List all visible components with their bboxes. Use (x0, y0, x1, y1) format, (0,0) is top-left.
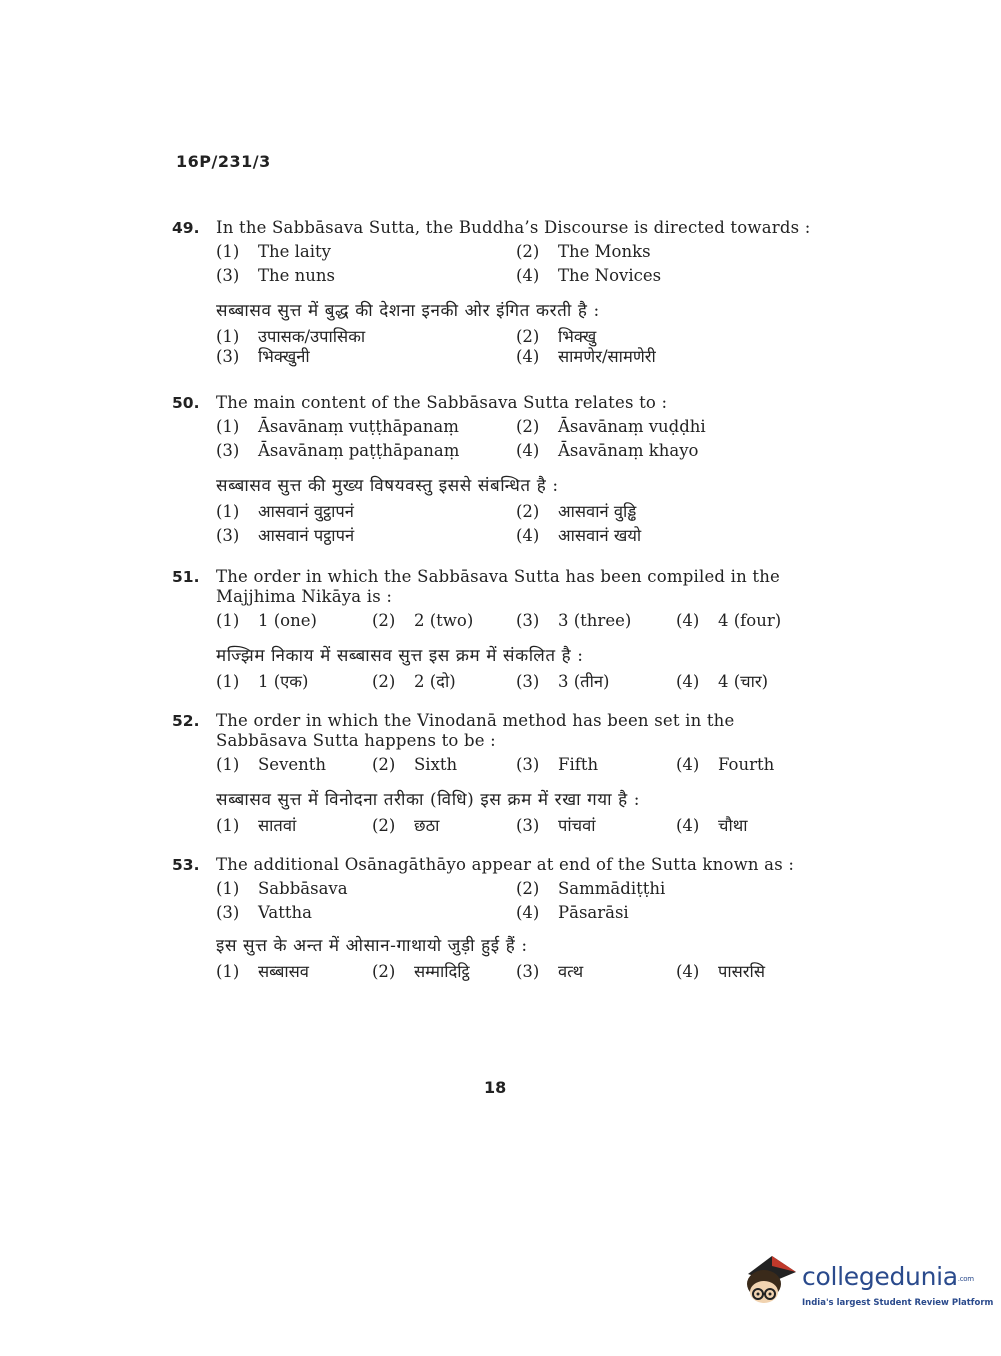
hindi-question-text: सब्बासव सुत्त में विनोदना तरीका (विधि) इस क्रम में रखा गया है : (216, 790, 641, 810)
question-number: 51. (172, 568, 200, 586)
page-number: 18 (484, 1078, 507, 1097)
hindi-option-4: (4) चौथा (676, 816, 748, 835)
hindi-option-1: (1) सातवां (216, 816, 297, 835)
hindi-option-4: (4) सामणेर/सामणेरी (516, 347, 656, 366)
option-2: (2) Sammādiṭṭhi (516, 879, 666, 898)
option-3: (3) Āsavānaṃ paṭṭhāpanaṃ (216, 441, 460, 460)
hindi-option-2: (2) भिक्खु (516, 327, 597, 346)
option-2: (2) The Monks (516, 242, 651, 261)
hindi-option-2: (2) 2 (दो) (372, 672, 456, 691)
option-4: (4) Āsavānaṃ khayo (516, 441, 699, 460)
option-3: (3) Vattha (216, 903, 312, 922)
hindi-option-3: (3) 3 (तीन) (516, 672, 610, 691)
brand-name: collegedunia.com (802, 1262, 974, 1291)
hindi-option-2: (2) छठा (372, 816, 440, 835)
option-1: (1) 1 (one) (216, 611, 317, 630)
question-number: 50. (172, 394, 200, 412)
option-4: (4) 4 (four) (676, 611, 782, 630)
collegedunia-watermark (742, 1252, 994, 1322)
hindi-question-text: इस सुत्त के अन्त में ओसान-गाथायो जुड़ी हुई हैं : (216, 936, 528, 956)
question-text: In the Sabbāsava Sutta, the Buddha’s Discourse is directed towards : (216, 218, 811, 237)
hindi-option-3: (3) भिक्खुनी (216, 347, 310, 366)
option-2: (2) Sixth (372, 755, 458, 774)
paper-code: 16P/231/3 (176, 152, 271, 171)
brand-domain-suffix: .com (957, 1275, 974, 1283)
question-51 (172, 567, 812, 693)
option-2: (2) Āsavānaṃ vuḍḍhi (516, 417, 706, 436)
hindi-option-2: (2) आसवानं वुड्ढि (516, 502, 637, 521)
option-3: (3) 3 (three) (516, 611, 632, 630)
option-1: (1) The laity (216, 242, 331, 261)
hindi-option-3: (3) वत्थ (516, 962, 584, 981)
mascot-icon (742, 1252, 800, 1312)
option-2: (2) 2 (two) (372, 611, 474, 630)
hindi-question-text: सब्बासव सुत्त की मुख्य विषयवस्तु इससे संबन्धित है : (216, 476, 559, 496)
hindi-question-text: सब्बासव सुत्त में बुद्ध की देशना इनकी ओर इंगित करती है : (216, 301, 600, 321)
option-4: (4) Fourth (676, 755, 775, 774)
hindi-option-4: (4) 4 (चार) (676, 672, 769, 691)
hindi-option-3: (3) पांचवां (516, 816, 596, 835)
question-number: 52. (172, 712, 200, 730)
option-1: (1) Sabbāsava (216, 879, 348, 898)
brand-tagline: India's largest Student Review Platform (802, 1298, 994, 1308)
hindi-question-text: मज्झिम निकाय में सब्बासव सुत्त इस क्रम में संकलित है : (216, 646, 584, 666)
option-1: (1) Seventh (216, 755, 327, 774)
question-53 (172, 855, 812, 983)
hindi-option-1: (1) उपासक/उपासिका (216, 327, 366, 346)
question-52 (172, 711, 812, 837)
hindi-option-1: (1) 1 (एक) (216, 672, 309, 691)
hindi-option-3: (3) आसवानं पट्ठापनं (216, 526, 355, 545)
hindi-option-4: (4) आसवानं खयो (516, 526, 642, 545)
question-number: 53. (172, 856, 200, 874)
hindi-option-1: (1) आसवानं वुट्ठापनं (216, 502, 354, 521)
option-1: (1) Āsavānaṃ vuṭṭhāpanaṃ (216, 417, 459, 436)
question-49 (172, 218, 812, 364)
hindi-option-4: (4) पासरसि (676, 962, 765, 981)
option-4: (4) Pāsarāsi (516, 903, 629, 922)
question-50 (172, 393, 812, 547)
option-3: (3) The nuns (216, 266, 335, 285)
question-text: The main content of the Sabbāsava Sutta relates to : (216, 393, 668, 412)
hindi-option-2: (2) सम्मादिट्ठि (372, 962, 470, 981)
option-4: (4) The Novices (516, 266, 662, 285)
question-text: The order in which the Sabbāsava Sutta has been compiled in the Majjhima Nikāya is : (216, 567, 780, 606)
option-3: (3) Fifth (516, 755, 599, 774)
question-number: 49. (172, 219, 200, 237)
question-text: The order in which the Vinodanā method has been set in the Sabbāsava Sutta happens to be : (216, 711, 735, 750)
hindi-option-1: (1) सब्बासव (216, 962, 309, 981)
question-text: The additional Osānagāthāyo appear at end of the Sutta known as : (216, 855, 795, 874)
